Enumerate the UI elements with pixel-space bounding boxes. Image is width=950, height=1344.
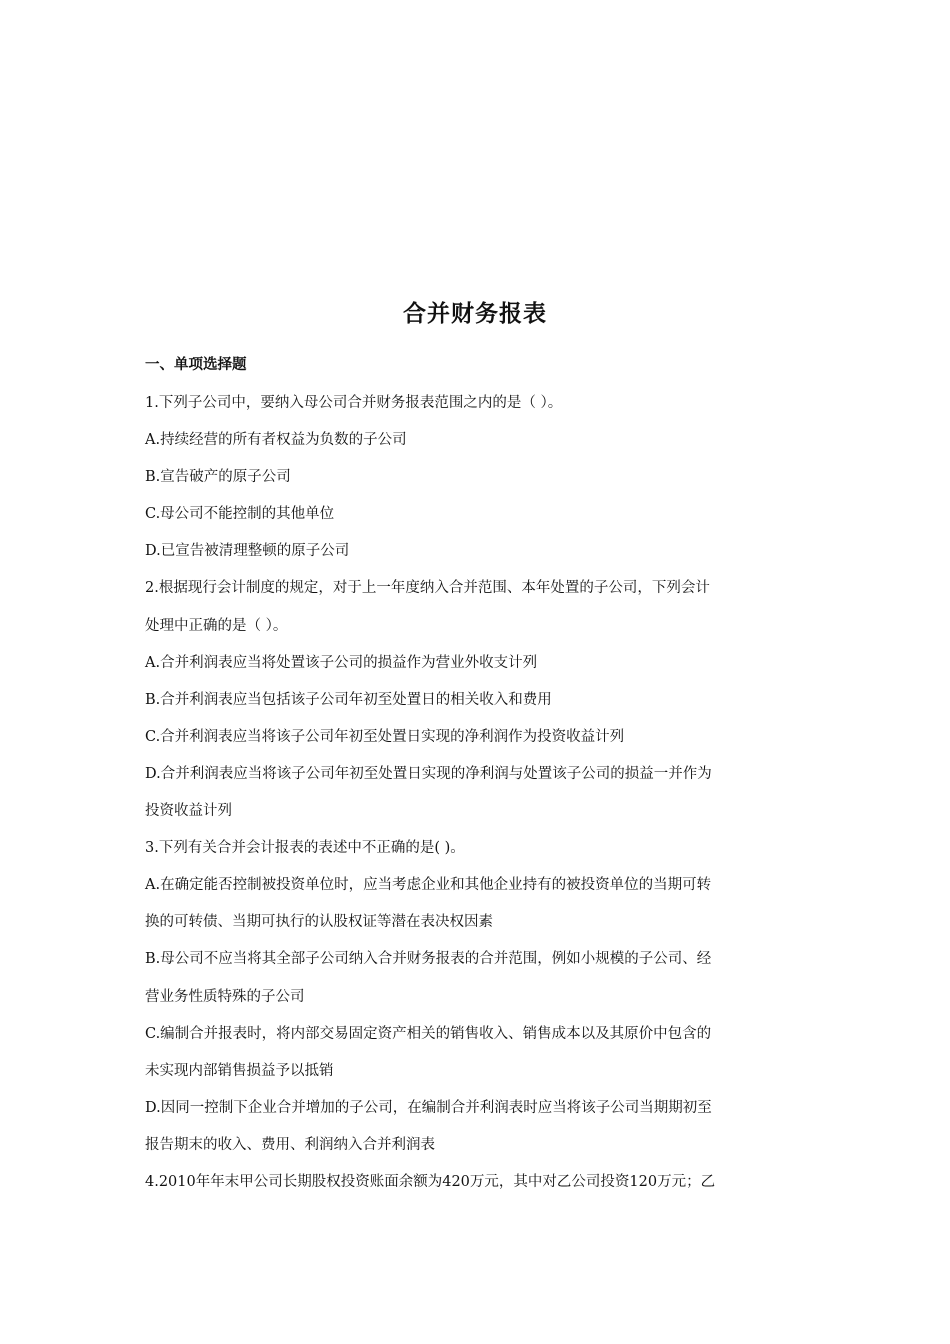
text-line: 3.下列有关合并会计报表的表述中不正确的是( )。 — [145, 840, 465, 857]
document-title: 合并财务报表 — [403, 301, 547, 327]
text-line: 1.下列子公司中，要纳入母公司合并财务报表范围之内的是（ ）。 — [145, 395, 563, 411]
text-line: D.因同一控制下企业合并增加的子公司，在编制合并利润表时应当将该子公司当期期初至 — [145, 1099, 712, 1116]
text-line: 4.2010年年末甲公司长期股权投资账面余额为420万元，其中对乙公司投资120万元；乙 — [145, 1173, 716, 1190]
text-line: C.编制合并报表时，将内部交易固定资产相关的销售收入、销售成本以及其原价中包含的 — [145, 1025, 712, 1042]
text-line: D.合并利润表应当将该子公司年初至处置日实现的净利润与处置该子公司的损益一并作为 — [145, 765, 712, 782]
text-line: B.合并利润表应当包括该子公司年初至处置日的相关收入和费用 — [145, 691, 552, 708]
section-heading: 一、单项选择题 — [145, 357, 247, 373]
text-line: 报告期末的收入、费用、利润纳入合并利润表 — [145, 1136, 435, 1153]
text-line: A.持续经营的所有者权益为负数的子公司 — [145, 432, 407, 449]
text-line: C.合并利润表应当将该子公司年初至处置日实现的净利润作为投资收益计列 — [145, 728, 625, 745]
text-line: A.合并利润表应当将处置该子公司的损益作为营业外收支计列 — [145, 654, 538, 671]
text-line: D.已宣告被清理整顿的原子公司 — [145, 543, 350, 560]
text-line: 换的可转债、当期可执行的认股权证等潜在表决权因素 — [145, 914, 493, 931]
text-line: B.母公司不应当将其全部子公司纳入合并财务报表的合并范围，例如小规模的子公司、经 — [145, 951, 712, 968]
text-line: A.在确定能否控制被投资单位时，应当考虑企业和其他企业持有的被投资单位的当期可转 — [145, 877, 712, 894]
document-body — [145, 385, 805, 1201]
text-line: C.母公司不能控制的其他单位 — [145, 506, 335, 523]
text-line: 未实现内部销售损益予以抵销 — [145, 1062, 334, 1079]
text-line: 2.根据现行会计制度的规定，对于上一年度纳入合并范围、本年处置的子公司，下列会计 — [145, 580, 710, 597]
text-line: 处理中正确的是（ ）。 — [145, 617, 288, 634]
text-line: B.宣告破产的原子公司 — [145, 469, 291, 486]
text-line: 营业务性质特殊的子公司 — [145, 988, 305, 1005]
text-line: 投资收益计列 — [145, 803, 232, 820]
